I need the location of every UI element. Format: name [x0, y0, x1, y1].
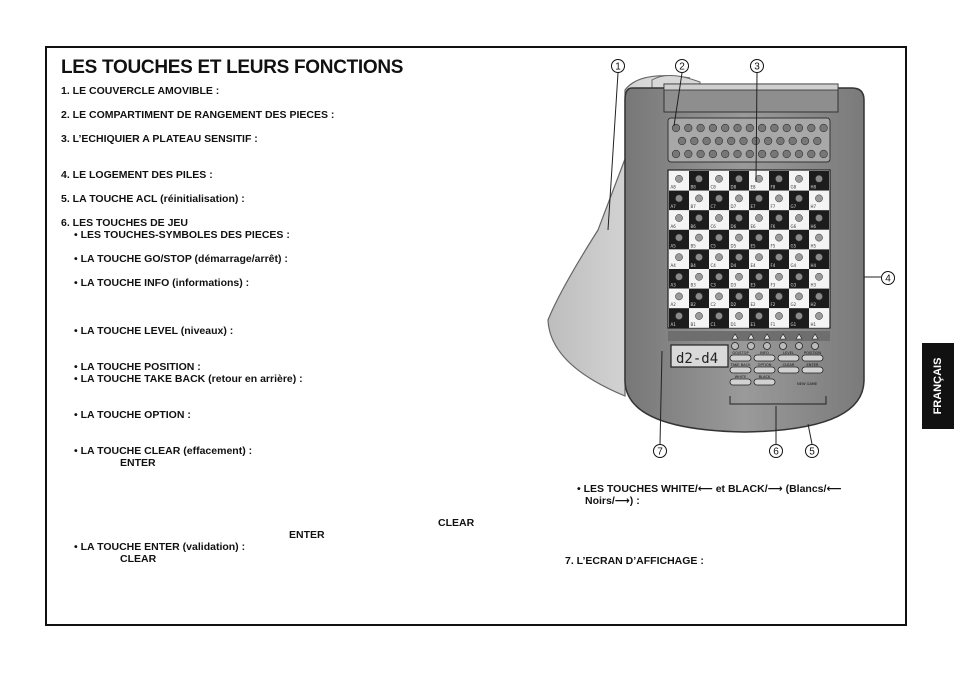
storage-hole [703, 137, 711, 145]
piece-symbol-key [764, 343, 771, 350]
square-led [795, 293, 802, 300]
square-label: A8 [670, 184, 676, 190]
svg-text:6: 6 [773, 446, 779, 458]
square-led [695, 293, 702, 300]
square-label: E2 [750, 302, 756, 308]
storage-hole [709, 150, 717, 158]
function-key-label: OPTION [757, 363, 772, 367]
square-led [715, 214, 722, 221]
square-label: D5 [730, 243, 737, 249]
square-led [715, 175, 722, 182]
square-led [735, 312, 742, 319]
square-label: C7 [710, 204, 716, 210]
clear-keyword: CLEAR [438, 517, 475, 529]
square-led [715, 312, 722, 319]
square-label: G4 [790, 263, 797, 268]
square-label: G6 [790, 223, 797, 229]
square-led [735, 293, 742, 300]
function-key [802, 355, 823, 361]
storage-hole [814, 137, 822, 145]
square-led [695, 273, 702, 280]
storage-hole [672, 124, 680, 132]
square-led [815, 175, 822, 182]
square-label: G3 [790, 282, 797, 288]
item-enter: • LA TOUCHE ENTER (validation) : [74, 541, 246, 553]
square-label: A2 [670, 302, 676, 308]
square-led [815, 312, 822, 319]
square-led [695, 195, 702, 202]
storage-hole [783, 150, 791, 158]
square-led [795, 175, 802, 182]
svg-text:5: 5 [809, 446, 815, 458]
square-label: E7 [750, 204, 756, 210]
square-led [735, 234, 742, 241]
storage-hole [758, 150, 766, 158]
square-led [695, 234, 702, 241]
piece-symbol-key [780, 343, 787, 350]
function-key-label: INFO [760, 351, 769, 355]
square-label: A4 [670, 263, 676, 268]
square-led [675, 273, 682, 280]
storage-hole [808, 124, 816, 132]
storage-hole [777, 137, 785, 145]
square-led [775, 175, 782, 182]
language-tab [922, 343, 954, 429]
function-key-label: ENTER [806, 363, 819, 367]
clear-keyword-2: CLEAR [120, 553, 157, 565]
storage-hole [734, 150, 742, 158]
square-led [795, 254, 802, 261]
function-key [754, 367, 775, 373]
square-led [815, 195, 822, 202]
storage-hole [727, 137, 735, 145]
board-squares [669, 171, 829, 328]
square-label: F3 [770, 282, 776, 288]
square-led [735, 195, 742, 202]
item-take-back: • LA TOUCHE TAKE BACK (retour en arrière) : [74, 373, 303, 385]
storage-hole [678, 137, 686, 145]
square-led [795, 195, 802, 202]
square-label: G5 [790, 243, 797, 249]
square-led [775, 254, 782, 261]
storage-hole [764, 137, 772, 145]
piece-symbol-key [796, 343, 803, 350]
square-led [695, 214, 702, 221]
square-label: A1 [670, 321, 676, 327]
square-label: B3 [690, 282, 696, 288]
storage-hole [746, 124, 754, 132]
storage-hole [721, 150, 729, 158]
item-acl: 5. LA TOUCHE ACL (réinitialisation) : [61, 193, 245, 205]
square-label: D2 [730, 302, 737, 308]
lcd-text: d2-d4 [676, 351, 719, 367]
square-label: B8 [690, 184, 696, 190]
square-label: B5 [690, 243, 696, 249]
square-led [715, 234, 722, 241]
page-title: LES TOUCHES ET LEURS FONCTIONS [61, 57, 404, 78]
item-position: • LA TOUCHE POSITION : [74, 361, 201, 373]
square-led [775, 195, 782, 202]
square-label: E5 [750, 243, 756, 249]
function-key [802, 367, 823, 373]
storage-hole [771, 124, 779, 132]
square-label: H4 [810, 263, 817, 268]
function-key [754, 379, 775, 385]
storage-hole [746, 150, 754, 158]
storage-hole [740, 137, 748, 145]
storage-hole [771, 150, 779, 158]
square-label: H7 [810, 204, 817, 210]
square-label: F6 [770, 223, 776, 229]
item-storage: 2. LE COMPARTIMENT DE RANGEMENT DES PIECES : [61, 109, 335, 121]
item-game-keys: 6. LES TOUCHES DE JEU [61, 217, 189, 229]
function-key-label: GO/STOP [732, 351, 749, 355]
function-key [778, 367, 799, 373]
function-key-label: LEVEL [782, 351, 795, 355]
square-led [815, 254, 822, 261]
function-key-label: POSITION [803, 351, 822, 355]
square-label: C5 [710, 243, 716, 249]
callout-7 [654, 445, 667, 458]
storage-hole [752, 137, 760, 145]
square-label: E6 [750, 223, 756, 229]
square-led [715, 195, 722, 202]
square-label: G7 [790, 204, 797, 210]
square-led [815, 293, 822, 300]
square-led [735, 273, 742, 280]
storage-hole [758, 124, 766, 132]
svg-text:4: 4 [885, 273, 891, 285]
square-led [755, 254, 762, 261]
square-led [775, 214, 782, 221]
square-label: E3 [750, 282, 756, 288]
piece-symbol-key [748, 343, 755, 350]
svg-text:1: 1 [615, 61, 621, 73]
storage-hole [801, 137, 809, 145]
callout-5 [806, 445, 819, 458]
square-label: F7 [770, 204, 776, 210]
square-led [815, 234, 822, 241]
storage-hole [691, 137, 699, 145]
callout-2 [676, 60, 689, 73]
square-led [815, 273, 822, 280]
square-label: H8 [810, 184, 817, 190]
square-label: A6 [670, 223, 676, 229]
item-clear: • LA TOUCHE CLEAR (effacement) : [74, 445, 253, 457]
square-label: D7 [730, 204, 737, 210]
function-key-label: WHITE [734, 375, 747, 379]
square-label: E8 [750, 184, 756, 190]
function-key [778, 355, 799, 361]
square-led [755, 293, 762, 300]
square-led [695, 175, 702, 182]
square-label: D6 [730, 223, 737, 229]
square-led [755, 273, 762, 280]
square-led [775, 312, 782, 319]
square-label: G1 [790, 321, 797, 327]
storage-hole [734, 124, 742, 132]
square-led [755, 214, 762, 221]
square-led [795, 234, 802, 241]
storage-hole [697, 150, 705, 158]
callout-1 [612, 60, 625, 73]
storage-hole [715, 137, 723, 145]
square-label: H5 [810, 243, 817, 249]
piece-symbol-key [812, 343, 819, 350]
square-label: C1 [710, 321, 716, 327]
square-label: C6 [710, 223, 716, 229]
item-white-black-line2: Noirs/⟶) : [585, 495, 640, 507]
square-led [775, 234, 782, 241]
item-option: • LA TOUCHE OPTION : [74, 409, 191, 421]
storage-hole [672, 150, 680, 158]
callout-6 [770, 445, 783, 458]
square-label: D3 [730, 282, 737, 288]
square-led [735, 175, 742, 182]
square-led [675, 214, 682, 221]
square-led [755, 234, 762, 241]
square-led [735, 214, 742, 221]
storage-hole [685, 150, 693, 158]
square-led [775, 293, 782, 300]
square-label: B4 [690, 263, 696, 268]
square-label: C4 [710, 263, 716, 268]
square-label: D8 [730, 184, 737, 190]
storage-hole [697, 124, 705, 132]
item-info: • LA TOUCHE INFO (informations) : [74, 277, 250, 289]
storage-hole [808, 150, 816, 158]
storage-hole [820, 150, 828, 158]
storage-hole [709, 124, 717, 132]
square-led [695, 254, 702, 261]
enter-keyword-2: ENTER [289, 529, 325, 541]
square-led [695, 312, 702, 319]
square-label: B6 [690, 223, 696, 229]
square-led [755, 195, 762, 202]
square-label: C2 [710, 302, 716, 308]
square-label: B1 [690, 321, 696, 327]
square-label: H3 [810, 282, 817, 288]
item-board: 3. L’ECHIQUIER A PLATEAU SENSITIF : [61, 133, 258, 145]
function-key-label: TAKE BACK [730, 363, 751, 367]
item-symbol-keys: • LES TOUCHES-SYMBOLES DES PIECES : [74, 229, 290, 241]
square-label: H6 [810, 223, 817, 229]
square-label: F5 [770, 243, 776, 249]
language-tab-label: FRANÇAIS [932, 357, 944, 415]
storage-hole [820, 124, 828, 132]
storage-hole [795, 124, 803, 132]
enter-keyword: ENTER [120, 457, 156, 469]
storage-hole [795, 150, 803, 158]
square-label: C8 [710, 184, 716, 190]
square-led [795, 273, 802, 280]
item-white-black-line1: • LES TOUCHES WHITE/⟵ et BLACK/⟶ (Blancs/⟵ [577, 483, 842, 495]
storage-hole [721, 124, 729, 132]
square-led [795, 312, 802, 319]
svg-text:2: 2 [679, 61, 685, 73]
storage-hole [685, 124, 693, 132]
square-label: G8 [790, 184, 797, 190]
square-label: F4 [770, 263, 776, 268]
square-label: H2 [810, 302, 817, 308]
function-key [754, 355, 775, 361]
square-led [675, 254, 682, 261]
storage-hole [783, 124, 791, 132]
function-key-label: CLEAR [782, 363, 795, 367]
callout-4 [882, 272, 895, 285]
square-led [715, 254, 722, 261]
square-led [795, 214, 802, 221]
storage-hole [789, 137, 797, 145]
function-key [730, 355, 751, 361]
function-key-label: NEW GAME [797, 382, 818, 386]
svg-text:7: 7 [657, 446, 663, 458]
square-label: C3 [710, 282, 716, 288]
item-lid: 1. LE COUVERCLE AMOVIBLE : [61, 85, 220, 97]
square-led [715, 273, 722, 280]
square-label: D1 [730, 321, 737, 327]
square-label: B2 [690, 302, 696, 308]
square-label: F1 [770, 321, 776, 327]
function-key [730, 367, 751, 373]
square-led [675, 175, 682, 182]
square-led [675, 293, 682, 300]
square-label: A5 [670, 243, 676, 249]
piece-symbol-key [732, 343, 739, 350]
square-label: F8 [770, 184, 776, 190]
square-label: G2 [790, 302, 797, 308]
square-led [675, 234, 682, 241]
function-key [730, 379, 751, 385]
function-key-label: BLACK [758, 375, 771, 379]
square-led [675, 312, 682, 319]
item-go-stop: • LA TOUCHE GO/STOP (démarrage/arrêt) : [74, 253, 288, 265]
square-label: E4 [750, 263, 756, 268]
item-battery: 4. LE LOGEMENT DES PILES : [61, 169, 213, 181]
square-label: F2 [770, 302, 776, 308]
square-led [755, 312, 762, 319]
square-label: E1 [750, 321, 756, 327]
square-label: H1 [810, 321, 817, 327]
square-led [675, 195, 682, 202]
svg-text:3: 3 [754, 61, 760, 73]
square-led [735, 254, 742, 261]
square-label: D4 [730, 263, 737, 268]
item-display: 7. L’ECRAN D’AFFICHAGE : [565, 555, 704, 567]
square-label: A7 [670, 204, 676, 210]
square-label: A3 [670, 282, 676, 288]
item-level: • LA TOUCHE LEVEL (niveaux) : [74, 325, 234, 337]
callout-3 [751, 60, 764, 73]
square-led [775, 273, 782, 280]
chess-computer-illustration [540, 52, 890, 472]
square-label: B7 [690, 204, 696, 210]
square-led [715, 293, 722, 300]
square-led [815, 214, 822, 221]
